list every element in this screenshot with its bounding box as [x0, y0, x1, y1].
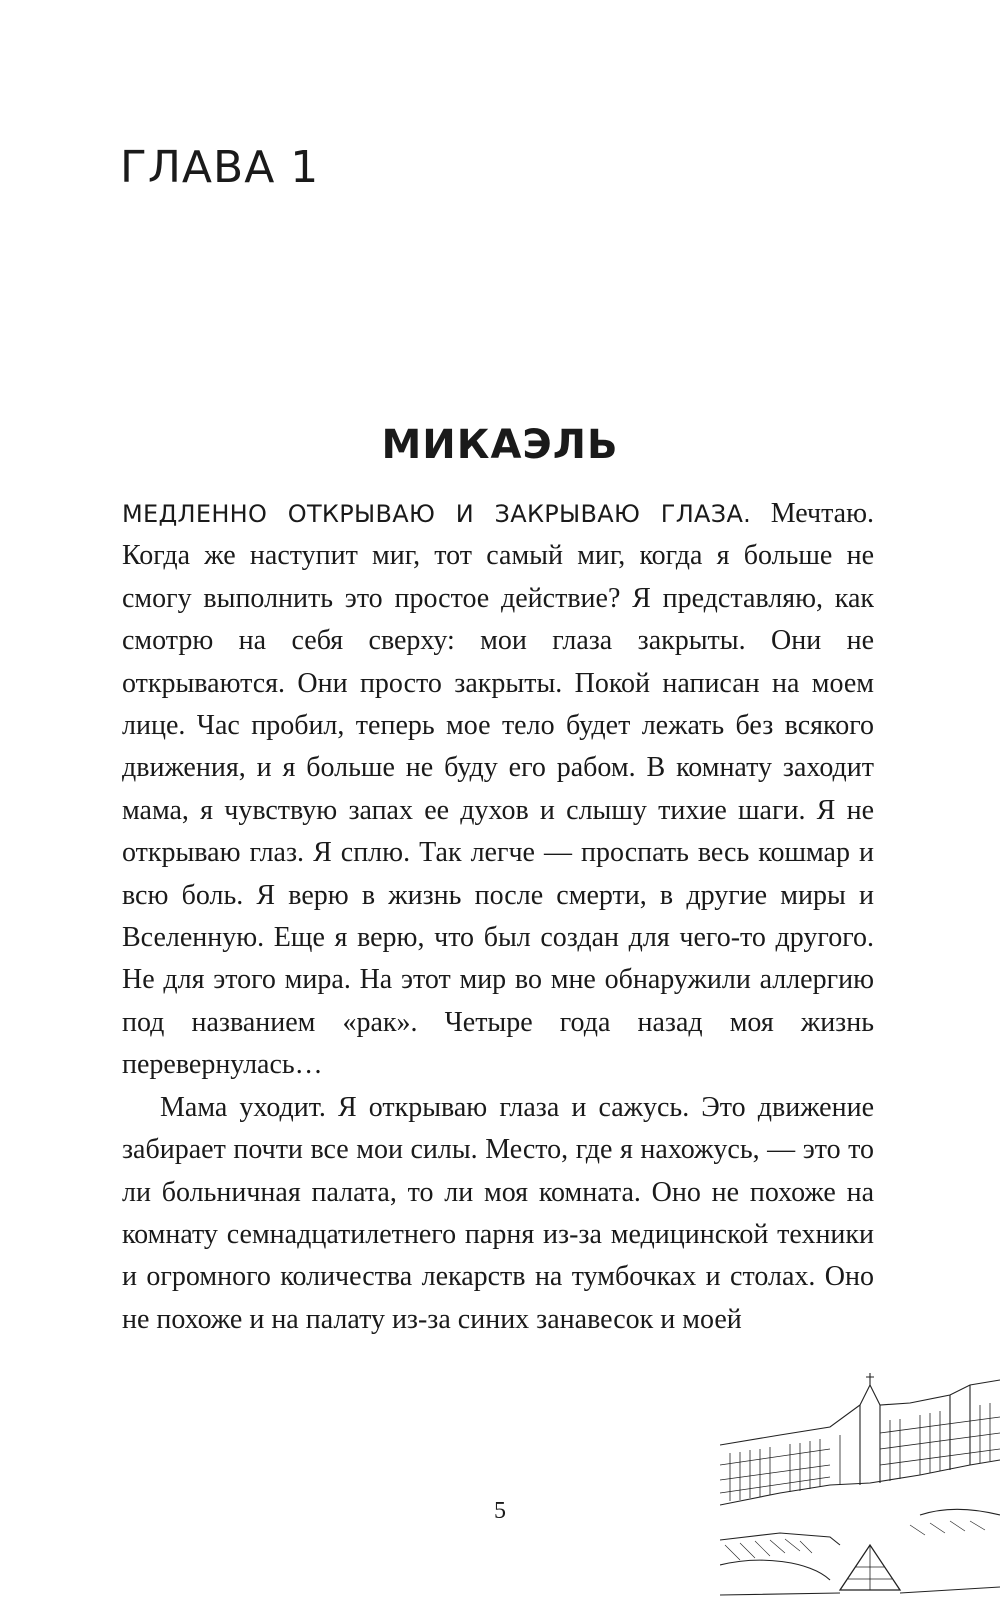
paragraph-1 — [122, 493, 874, 1087]
paragraph-2: Мама уходит. Я открываю глаза и сажусь. Это движение забирает почти все мои силы. Место, где я нахожусь, — это то ли больничная палата, то ли моя комната. Оно не похоже на комнату семнадцатилетнего парня из-за медицинской техники и огромного количества лекарств на тумбочках и столах. Оно не похоже и на палату из-за синих занавесок и моей — [122, 1091, 874, 1335]
paragraph-1-lead: МЕДЛЕННО ОТКРЫВАЮ И ЗАКРЫВАЮ ГЛАЗА. — [122, 500, 752, 528]
body-text — [122, 493, 874, 1341]
section-title: МИКАЭЛЬ — [381, 422, 619, 468]
chapter-title: ГЛАВА 1 — [120, 142, 320, 193]
louvre-sketch-illustration — [720, 1365, 1000, 1605]
page-number: 5 — [494, 1498, 506, 1524]
paragraph-1-rest: Мечтаю. Когда же наступит миг, тот самый миг, когда я больше не смогу выполнить это простое действие? Я представляю, как смотрю на себя сверху: мои глаза закрыты. Они не открываются. Они просто закрыты. Покой написан на моем лице. Час пробил, теперь мое тело будет лежать без всякого движения, и я больше не буду его рабом. В комнату заходит мама, я чувствую запах ее духов и слышу тихие шаги. Я не открываю глаз. Я сплю. Так легче — проспать весь кошмар и всю боль. Я верю в жизнь после смерти, в другие миры и Вселенную. Еще я верю, что был создан для чего-то другого. Не для этого мира. На этот мир во мне обнаружили аллергию под названием «рак». Четыре года назад моя жизнь перевернулась… — [122, 498, 875, 1081]
